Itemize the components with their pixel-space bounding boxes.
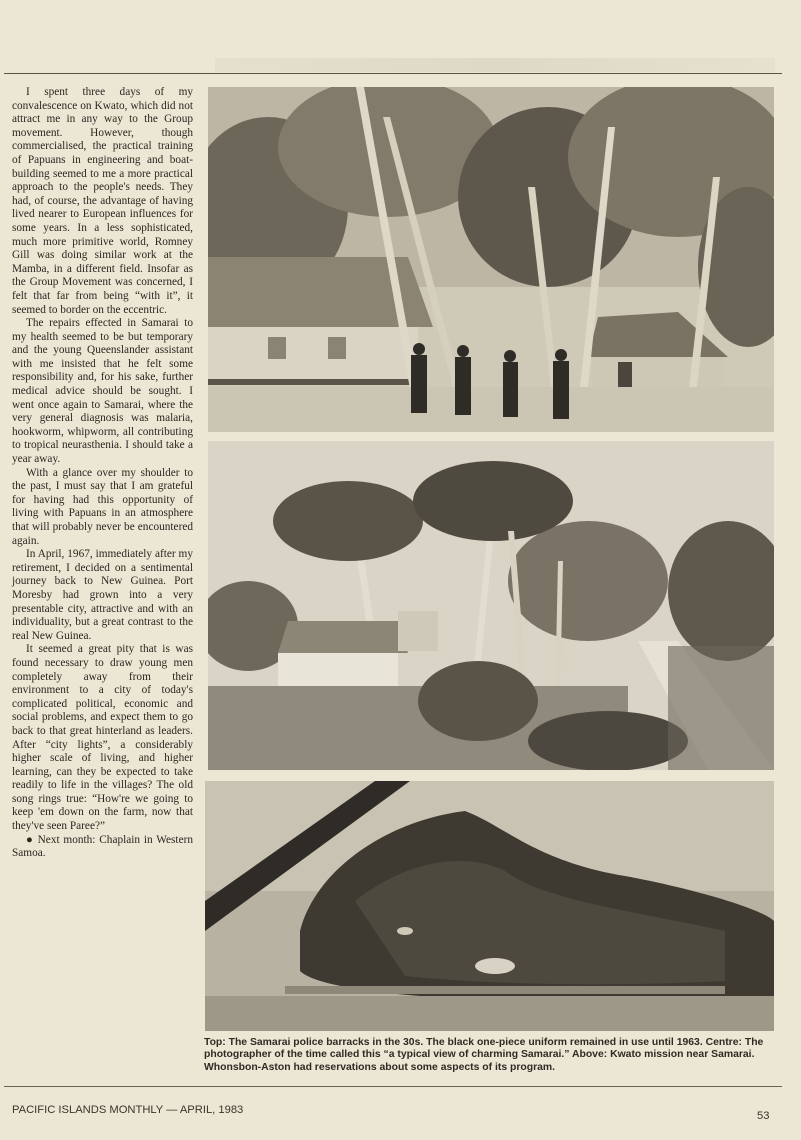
next-month-note: ● Next month: Chaplain in Western Samoa. <box>12 833 193 860</box>
paragraph-5: It seemed a great pity that is was found necessary to draw young men completely away from their environment to a city of today's complicated political, economic and social problems, and expect them to go back to that great hinterland as leaders. After “city lights”, a considerably higher scale of living, and higher learning, can they be expected to take readily to life in the villages? The old song rings true: “How're we going to keep 'em down on the farm, now that they've seen Paree?” <box>12 643 193 833</box>
photo-samarai-view <box>208 441 774 770</box>
page-number: 53 <box>757 1110 770 1122</box>
article-column <box>12 86 193 861</box>
photo-police-barracks <box>208 87 774 432</box>
paragraph-4: In April, 1967, immediately after my retirement, I decided on a sentimental journey back to New Guinea. Port Moresby had grown into a very presentable city, attractive and with an individuality, but a great contrast to the real New Guinea. <box>12 548 193 642</box>
photo-caption: Top: The Samarai police barracks in the 30s. The black one-piece uniform remained in use until 1963. Centre: The photographer of the time called this “a typical view of charming Samarai.” Above: Kwato mission near Samarai. Whonsbon-Aston had reservations about some aspects of its program. <box>204 1037 764 1073</box>
photo-kwato-aerial <box>205 781 774 1031</box>
paragraph-2: The repairs effected in Samarai to my health seemed to be but temporary and the young Queenslander assistant with me insisted that he felt some responsibility and, for his sake, further medical advice should be sought. I went once again to Samarai, where the very general diagnosis was malaria, hookworm, whipworm, all contributing to tropical neurasthenia. I should take a year away. <box>12 317 193 466</box>
publication-footer: PACIFIC ISLANDS MONTHLY — APRIL, 1983 <box>12 1104 244 1116</box>
bottom-divider <box>4 1086 782 1087</box>
paragraph-1: I spent three days of my convalescence on Kwato, which did not attract me in any way to the Group movement. However, though commercialised, the practical training of Papuans in engineering and boat-building seemed to me a more practical approach to the people's needs. They had, of course, the advantage of having lived nearer to European influences for some years. In a less sophisticated, much more primitive world, Romney Gill was doing similar work at the Mamba, in a different field. Insofar as the Group Movement was concerned, I felt that far from being “with it”, it seemed to border on the eccentric. <box>12 86 193 316</box>
top-divider <box>4 73 782 74</box>
header-ghost-text <box>215 58 775 72</box>
paragraph-3: With a glance over my shoulder to the past, I must say that I am grateful for having had this opportunity of living with Papuans in an atmosphere that will probably never be encountered again. <box>12 466 193 547</box>
